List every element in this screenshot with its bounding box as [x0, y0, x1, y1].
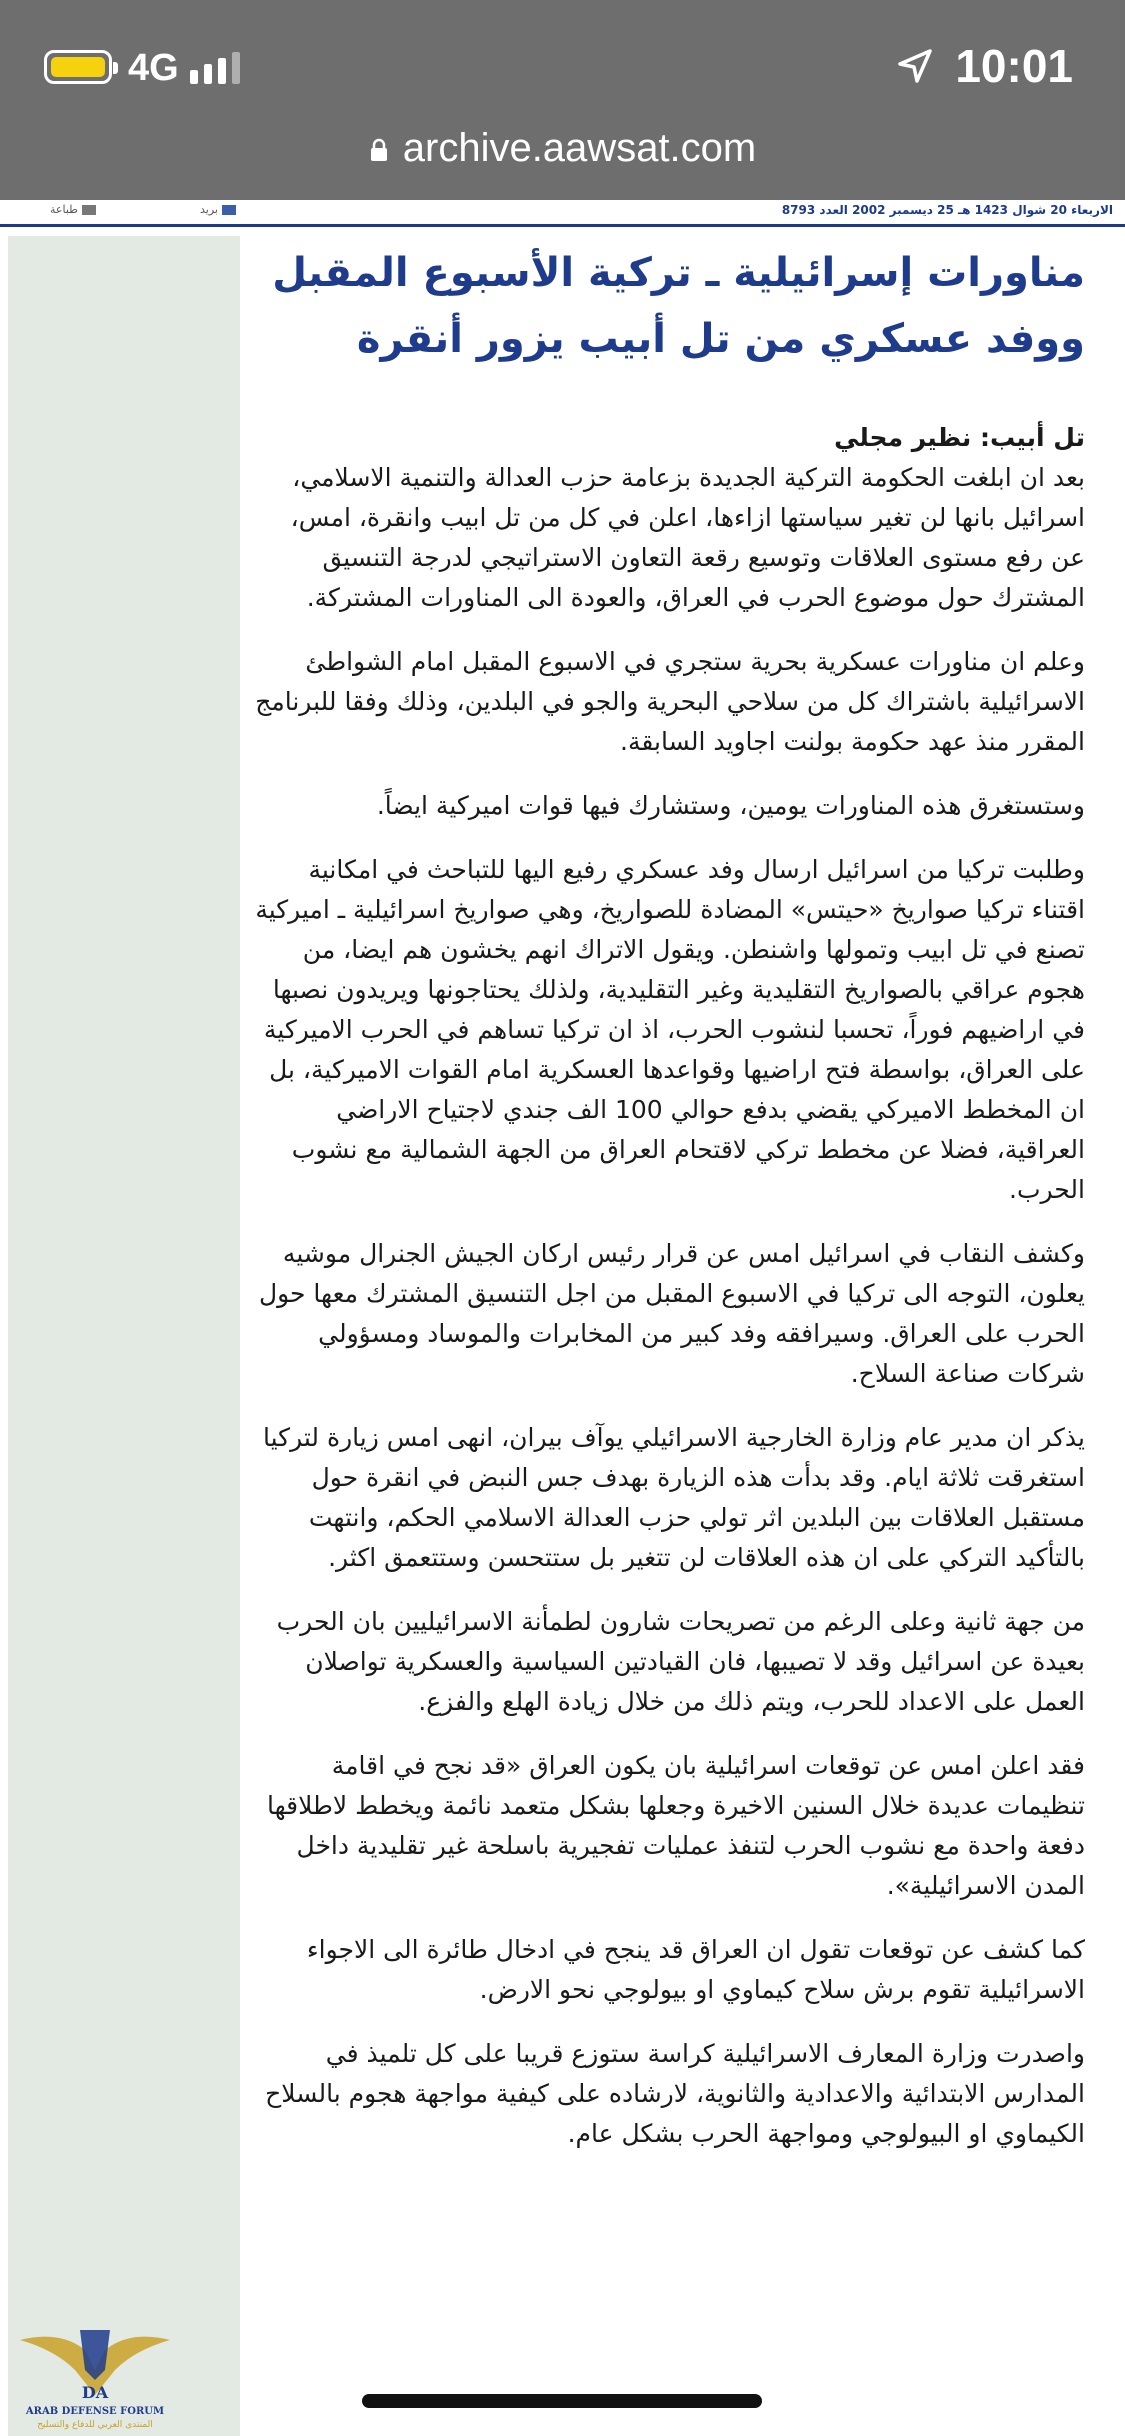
print-label: طباعة	[50, 203, 78, 216]
svg-text:المنتدى العربي للدفاع والتسليح: المنتدى العربي للدفاع والتسليح	[37, 2420, 153, 2430]
article-paragraph: يذكر ان مدير عام وزارة الخارجية الاسرائيلي يوآف بيران، انهى امس زيارة لتركيا استغرقت ثلاثة ايام. وقد بدأت هذه الزيارة بهدف جس النبض في انقرة حول مستقبل العلاقات بين البلدين اثر تولي حزب العدالة الاسلامي الحكم، وانتهت بالتأكيد التركي على ان هذه العلاقات لن تتغير بل ستتحسن وستتعمق اكثر.	[263, 1423, 1085, 1572]
article-paragraph: كما كشف عن توقعات تقول ان العراق قد ينجح في ادخال طائرة الى الاجواء الاسرائيلية تقوم برش سلاح كيماوي او بيولوجي نحو الارض.	[306, 1935, 1085, 2004]
left-sidebar-strip	[8, 236, 240, 2436]
issue-date: الاربعاء 20 شوال 1423 هـ 25 ديسمبر 2002 العدد 8793	[781, 203, 1113, 217]
network-type: 4G	[128, 47, 179, 89]
article-headline: مناورات إسرائيلية ـ تركية الأسبوع المقبل ووفد عسكري من تل أبيب يزور أنقرة	[272, 250, 1085, 362]
home-indicator[interactable]	[362, 2394, 762, 2408]
mail-label: بريد	[200, 203, 218, 216]
article-paragraph: فقد اعلن امس عن توقعات اسرائيلية بان يكون العراق «قد نجح في اقامة تنظيمات عديدة خلال السنين الاخيرة وجعلها بشكل متعمد نائمة ويخطط لاطلاقها دفعة واحدة مع نشوب الحرب لتنفذ عمليات تفجيرية باسلحة غير تقليدية داخل المدن الاسرائيلية».	[267, 1751, 1085, 1900]
status-time: 10:01	[955, 40, 1073, 92]
arab-defense-forum-logo	[10, 2310, 180, 2430]
mail-link[interactable]	[200, 200, 236, 220]
envelope-icon	[222, 205, 236, 215]
status-bar	[0, 0, 1125, 120]
article-paragraph: وكشف النقاب في اسرائيل امس عن قرار رئيس اركان الجيش الجنرال موشيه يعلون، التوجه الى تركيا في الاسبوع المقبل من اجل التنسيق المشترك معها حول الحرب على العراق. وسيرافقه وفد كبير من المخابرات والموساد ومسؤولي شركات صناعة السلاح.	[258, 1239, 1085, 1388]
page-header	[0, 200, 1125, 227]
article-paragraph: بعد ان ابلغت الحكومة التركية الجديدة بزعامة حزب العدالة والتنمية الاسلامي، اسرائيل بانها لن تغير سياستها ازاءها، اعلن في كل من تل ابيب وانقرة، امس، عن رفع مستوى العلاقات وتوسيع رقعة التعاون الاستراتيجي لدرجة التنسيق المشترك حول موضوع الحرب في العراق، والعودة الى المناورات المشتركة.	[290, 463, 1085, 612]
article-paragraph: واصدرت وزارة المعارف الاسرائيلية كراسة ستوزع قريبا على كل تلميذ في المدارس الابتدائية والاعدادية والثانوية، لارشاده على كيفية مواجهة هجوم بالسلاح الكيماوي او البيولوجي ومواجهة الحرب بشكل عام.	[265, 2039, 1085, 2148]
location-arrow-icon	[895, 46, 935, 86]
svg-text:DA: DA	[81, 2383, 109, 2402]
url-text: archive.aawsat.com	[402, 126, 757, 170]
address-bar[interactable]	[0, 118, 1125, 178]
web-page	[0, 200, 1125, 2436]
printer-icon	[82, 205, 96, 215]
article-paragraph: وستستغرق هذه المناورات يومين، وستشارك فيها قوات اميركية ايضاً.	[376, 791, 1085, 820]
battery-icon	[44, 50, 112, 84]
svg-text:ARAB DEFENSE FORUM: ARAB DEFENSE FORUM	[25, 2406, 165, 2417]
article	[255, 240, 1085, 2178]
article-paragraph: وطلبت تركيا من اسرائيل ارسال وفد عسكري رفيع اليها للتباحث في امكانية اقتناء تركيا صواريخ «حيتس» المضادة للصواريخ، وهي صواريخ اسرائيلية ـ اميركية تصنع في تل ابيب وتمولها واشنطن. ويقول الاتراك انهم يخشون هم ايضا، من هجوم عراقي بالصواريخ التقليدية وغير التقليدية، ولذلك يحتاجونها ويريدون نصبها في اراضيهم فوراً، تحسبا لنشوب الحرب، اذ ان تركيا تساهم في الحرب الاميركية على العراق، بواسطة فتح اراضيها وقواعدها العسكرية امام القوات الاميركية، بل ان المخطط الاميركي يقضي بدفع حوالي 100 الف جندي لاجتياح الاراضي العراقية، فضلا عن مخطط تركي لاقتحام العراق من الجهة الشمالية مع نشوب الحرب.	[255, 855, 1085, 1204]
browser-chrome	[0, 0, 1125, 200]
article-paragraph: وعلم ان مناورات عسكرية بحرية ستجري في الاسبوع المقبل امام الشواطئ الاسرائيلية باشتراك كل من سلاحي البحرية والجو في البلدين، وذلك وفقا للبرنامج المقرر منذ عهد حكومة بولنت اجاويد السابقة.	[255, 647, 1085, 756]
print-link[interactable]	[50, 200, 96, 220]
signal-icon	[190, 52, 246, 84]
article-byline: تل أبيب: نظير مجلي	[834, 423, 1085, 452]
article-paragraph: من جهة ثانية وعلى الرغم من تصريحات شارون لطمأنة الاسرائيليين بان الحرب بعيدة عن اسرائيل وقد لا تصيبها، فان القيادتين السياسية والعسكرية تواصلان العمل على الاعداد للحرب، ويتم ذلك من خلال زيادة الهلع والفزع.	[276, 1607, 1085, 1716]
lock-icon	[369, 138, 389, 162]
